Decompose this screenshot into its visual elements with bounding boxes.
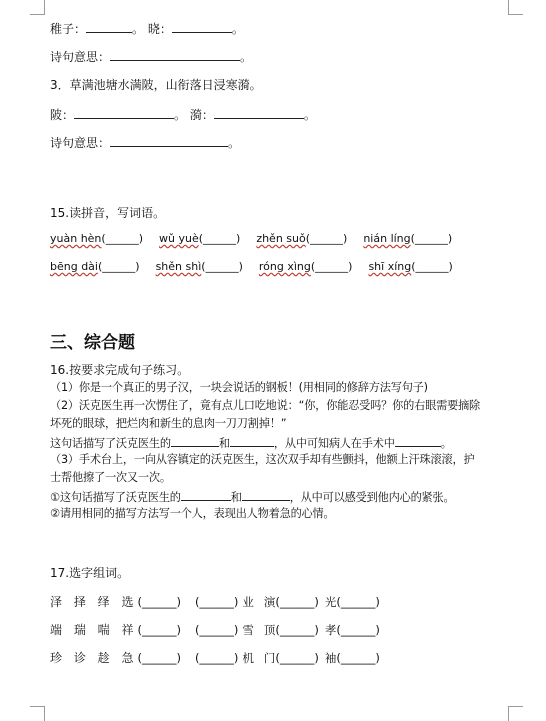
pinyin-row-1: [50, 232, 452, 245]
label-poem-meaning: 诗句意思：: [50, 136, 111, 150]
line-poem-meaning-2: [50, 134, 240, 151]
q16-2-text-b: 和: [218, 437, 230, 450]
period: 。: [440, 437, 452, 450]
answer-paren[interactable]: (______): [410, 232, 453, 245]
word-char: 孝: [324, 623, 337, 637]
q17-row-1: [50, 593, 380, 610]
answer-blank[interactable]: [230, 434, 274, 447]
answer-blank-xiao[interactable]: [172, 20, 232, 33]
word-char: 业: [242, 595, 254, 609]
answer-paren[interactable]: (______): [101, 232, 143, 245]
pinyin-item: shěn shì: [155, 260, 202, 273]
answer-paren[interactable]: (______): [336, 651, 380, 665]
q16-part-1: （1）你是一个真正的男子汉，一块会说话的钢板！(用相同的修辞方法写句子): [50, 381, 428, 394]
q16-part-3-line-1: （3）手术台上，一向从容镇定的沃克医生，这次双手却有些颤抖，他额上汗珠滚滚，护: [50, 453, 475, 466]
poem-3: 3．草满池塘水满陂，山衔落日浸寒漪。: [50, 78, 262, 92]
q16-part-2-line-2: 坏死的眼球，把烂肉和新生的息肉一刀刀割掉！”: [50, 417, 287, 430]
q17-row-3: [50, 649, 380, 666]
line-bei-yi: [50, 106, 316, 123]
q16-part-2-fill: [50, 434, 452, 452]
answer-blank[interactable]: [242, 488, 290, 501]
answer-paren[interactable]: (______): [194, 595, 239, 609]
q16-part-3-line-2: 士帮他擦了一次又一次。: [50, 471, 171, 484]
answer-paren[interactable]: (______): [201, 260, 243, 273]
pinyin-item: nián líng: [363, 232, 411, 245]
pinyin-item: róng xìng: [258, 260, 311, 273]
section-heading: 三、综合题: [50, 333, 135, 353]
crop-mark-top-right: [508, 0, 523, 15]
label-bei: 陂：: [50, 108, 75, 122]
pinyin-item: wǔ yuè: [159, 232, 199, 245]
label-poem-meaning: 诗句意思：: [50, 50, 111, 64]
pinyin-item: bēng dài: [50, 260, 98, 273]
word-char: 雪: [242, 623, 254, 637]
answer-blank[interactable]: [395, 434, 441, 447]
pinyin-item: shī xíng: [368, 260, 412, 273]
crop-mark-bottom-left: [30, 706, 45, 721]
answer-blank-bei[interactable]: [74, 106, 174, 119]
word-char: 顶: [263, 623, 276, 637]
q17-title: 17.选字组词。: [50, 566, 130, 580]
answer-paren[interactable]: (______): [137, 595, 181, 609]
answer-blank[interactable]: [171, 434, 219, 447]
period: 。: [303, 108, 316, 122]
answer-blank-meaning-1[interactable]: [110, 48, 240, 61]
answer-paren[interactable]: (______): [275, 595, 319, 609]
q16-3-text-c: ，从中可以感受到他内心的紧张。: [289, 491, 455, 504]
line-poem-meaning-1: [50, 48, 252, 65]
answer-paren[interactable]: (______): [137, 651, 181, 665]
q16-3-text-b: 和: [230, 491, 242, 504]
label-xiao: 。 晓：: [132, 22, 172, 36]
answer-paren[interactable]: (______): [411, 260, 453, 273]
q16-part-3-fill: [50, 488, 455, 506]
line-zhizi-xiao: [50, 20, 244, 37]
word-char: 光: [324, 595, 337, 609]
pinyin-row-2: [50, 260, 453, 273]
answer-paren[interactable]: (______): [275, 651, 319, 665]
pinyin-item: yuàn hèn: [50, 232, 102, 245]
candidate-chars: 泽 择 绎 选: [50, 595, 138, 609]
answer-paren[interactable]: (______): [194, 623, 239, 637]
word-char: 门: [263, 651, 276, 665]
answer-paren[interactable]: (______): [336, 595, 380, 609]
q16-3-text-a: ①这句话描写了沃克医生的: [50, 491, 181, 504]
answer-paren[interactable]: (______): [97, 260, 140, 273]
crop-mark-bottom-right: [508, 706, 523, 721]
answer-paren[interactable]: (______): [275, 623, 319, 637]
answer-paren[interactable]: (______): [336, 623, 380, 637]
answer-paren[interactable]: (______): [198, 232, 241, 245]
q16-2-text-a: 这句话描写了沃克医生的: [50, 437, 171, 450]
q16-title: 16.按要求完成句子练习。: [50, 363, 190, 377]
q16-part-2-line-1: （2）沃克医生再一次愣住了，竟有点儿口吃地说：“你，你能忍受吗？你的右眼需要摘除: [50, 399, 481, 412]
q15-title: 15.读拼音，写词语。: [50, 206, 166, 220]
candidate-chars: 珍 诊 趁 急: [50, 651, 138, 665]
answer-paren[interactable]: (______): [305, 232, 348, 245]
q17-row-2: [50, 621, 380, 638]
answer-paren[interactable]: (______): [310, 260, 353, 273]
answer-paren[interactable]: (______): [137, 623, 181, 637]
answer-blank-zhizi[interactable]: [86, 20, 132, 33]
period: 。: [228, 136, 241, 150]
answer-blank[interactable]: [181, 488, 231, 501]
word-char: 机: [242, 651, 254, 665]
candidate-chars: 端 瑞 喘 祥: [50, 623, 138, 637]
crop-mark-top-left: [30, 0, 45, 15]
pinyin-item: zhěn suǒ: [256, 232, 306, 245]
word-char: 演: [263, 595, 276, 609]
q16-2-text-c: ，从中可知病人在手术中: [273, 437, 395, 450]
answer-blank-yi[interactable]: [214, 106, 304, 119]
label-zhizi: 稚子：: [50, 22, 87, 36]
answer-blank-meaning-2[interactable]: [110, 134, 228, 147]
label-yi: 。 漪：: [174, 108, 214, 122]
answer-paren[interactable]: (______): [194, 651, 239, 665]
q16-part-3-task: ②请用相同的描写方法写一个人，表现出人物着急的心情。: [50, 507, 335, 520]
period: 。: [240, 50, 253, 64]
period: 。: [231, 22, 244, 36]
word-char: 袖: [324, 651, 337, 665]
